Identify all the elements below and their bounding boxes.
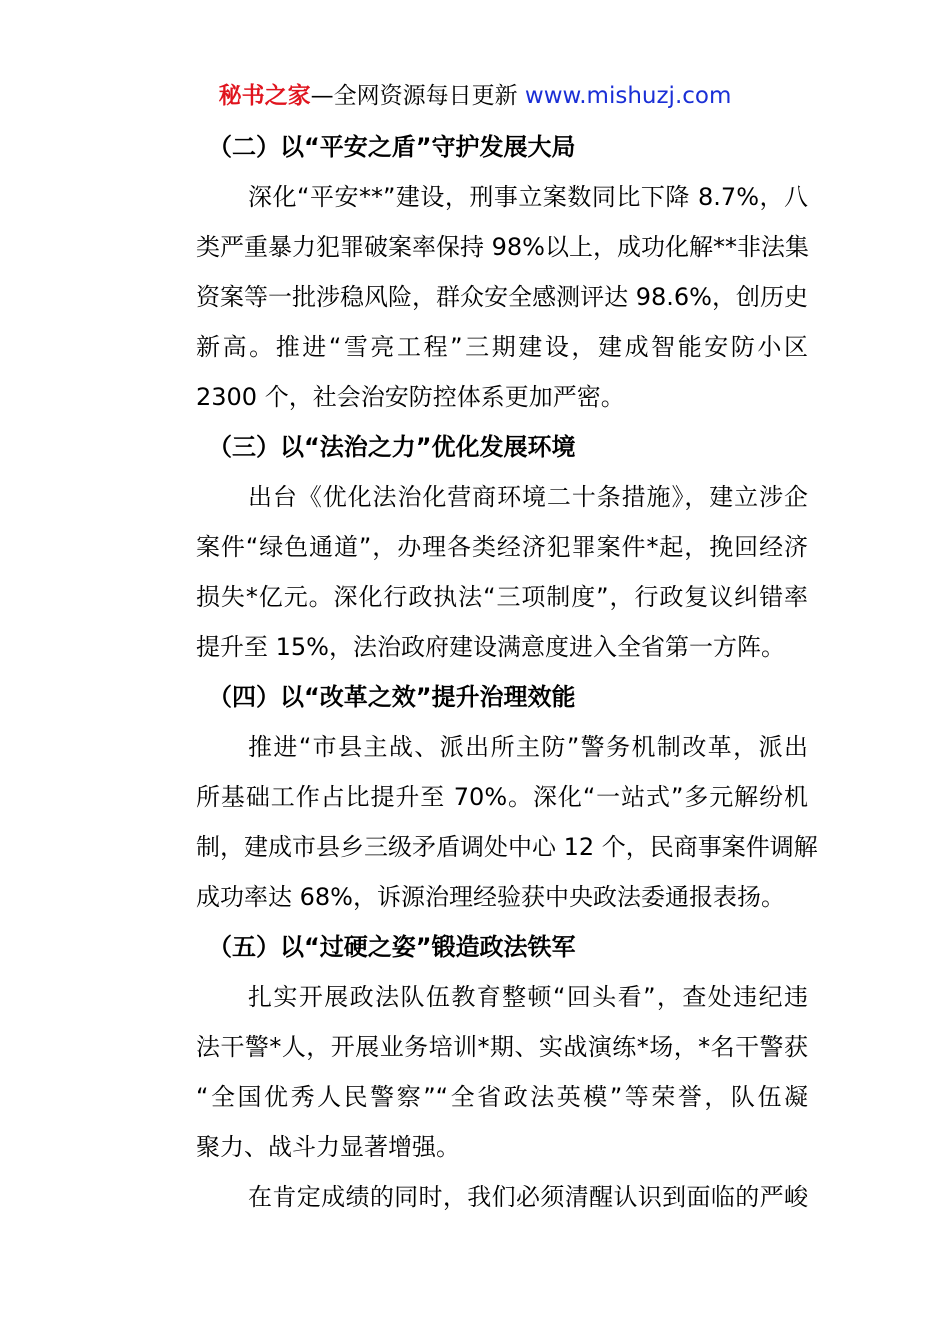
section-heading: （四）以“改革之效”提升治理效能 [208,683,576,711]
paragraph-line: 案件“绿色通道”，办理各类经济犯罪案件*起，挽回经济 [196,533,808,561]
paragraph-line: 类严重暴力犯罪破案率保持 98%以上，成功化解**非法集 [196,233,809,261]
paragraph-line: 出台《优化法治化营商环境二十条措施》，建立涉企 [248,483,808,511]
paragraph-line: 损失*亿元。深化行政执法“三项制度”，行政复议纠错率 [196,583,808,611]
section-paragraph [144,722,818,922]
site-url[interactable]: www.mishuzj.com [524,83,732,109]
closing-paragraph [144,1172,808,1222]
header-slogan: —全网资源每日更新 [310,83,525,109]
section-paragraph [144,972,808,1172]
paragraph-line: 2300 个，社会治安防控体系更加严密。 [196,383,625,411]
paragraph-line: 扎实开展政法队伍教育整顿“回头看”，查处违纪违 [248,983,808,1011]
paragraph-line: 推进“市县主战、派出所主防”警务机制改革，派出 [248,733,808,761]
section-paragraph [144,172,808,422]
section-paragraph [144,472,808,672]
paragraph-line: 深化“平安**”建设，刑事立案数同比下降 8.7%，八 [248,183,808,211]
paragraph-line: 法干警*人，开展业务培训*期、实战演练*场，*名干警获 [196,1033,808,1061]
section-heading: （二）以“平安之盾”守护发展大局 [208,133,576,161]
section-heading: （三）以“法治之力”优化发展环境 [208,433,576,461]
brand-name: 秘书之家 [218,83,311,109]
paragraph-line: 资案等一批涉稳风险，群众安全感测评达 98.6%，创历史 [196,283,808,311]
paragraph-line: 成功率达 68%，诉源治理经验获中央政法委通报表扬。 [196,883,785,911]
paragraph-line: 新高。推进“雪亮工程”三期建设，建成智能安防小区 [196,333,808,361]
paragraph-line: 提升至 15%，法治政府建设满意度进入全省第一方阵。 [196,633,785,661]
paragraph-line: “全国优秀人民警察”“全省政法英模”等荣誉，队伍凝 [196,1083,808,1111]
paragraph-line: 所基础工作占比提升至 70%。深化“一站式”多元解纷机 [196,783,808,811]
site-header [0,80,950,112]
paragraph-line: 制，建成市县乡三级矛盾调处中心 12 个，民商事案件调解 [196,833,818,861]
paragraph-line: 在肯定成绩的同时，我们必须清醒认识到面临的严峻 [248,1183,808,1211]
document-body [144,122,818,1222]
paragraph-line: 聚力、战斗力显著增强。 [196,1133,460,1161]
section-heading: （五）以“过硬之姿”锻造政法铁军 [208,933,576,961]
